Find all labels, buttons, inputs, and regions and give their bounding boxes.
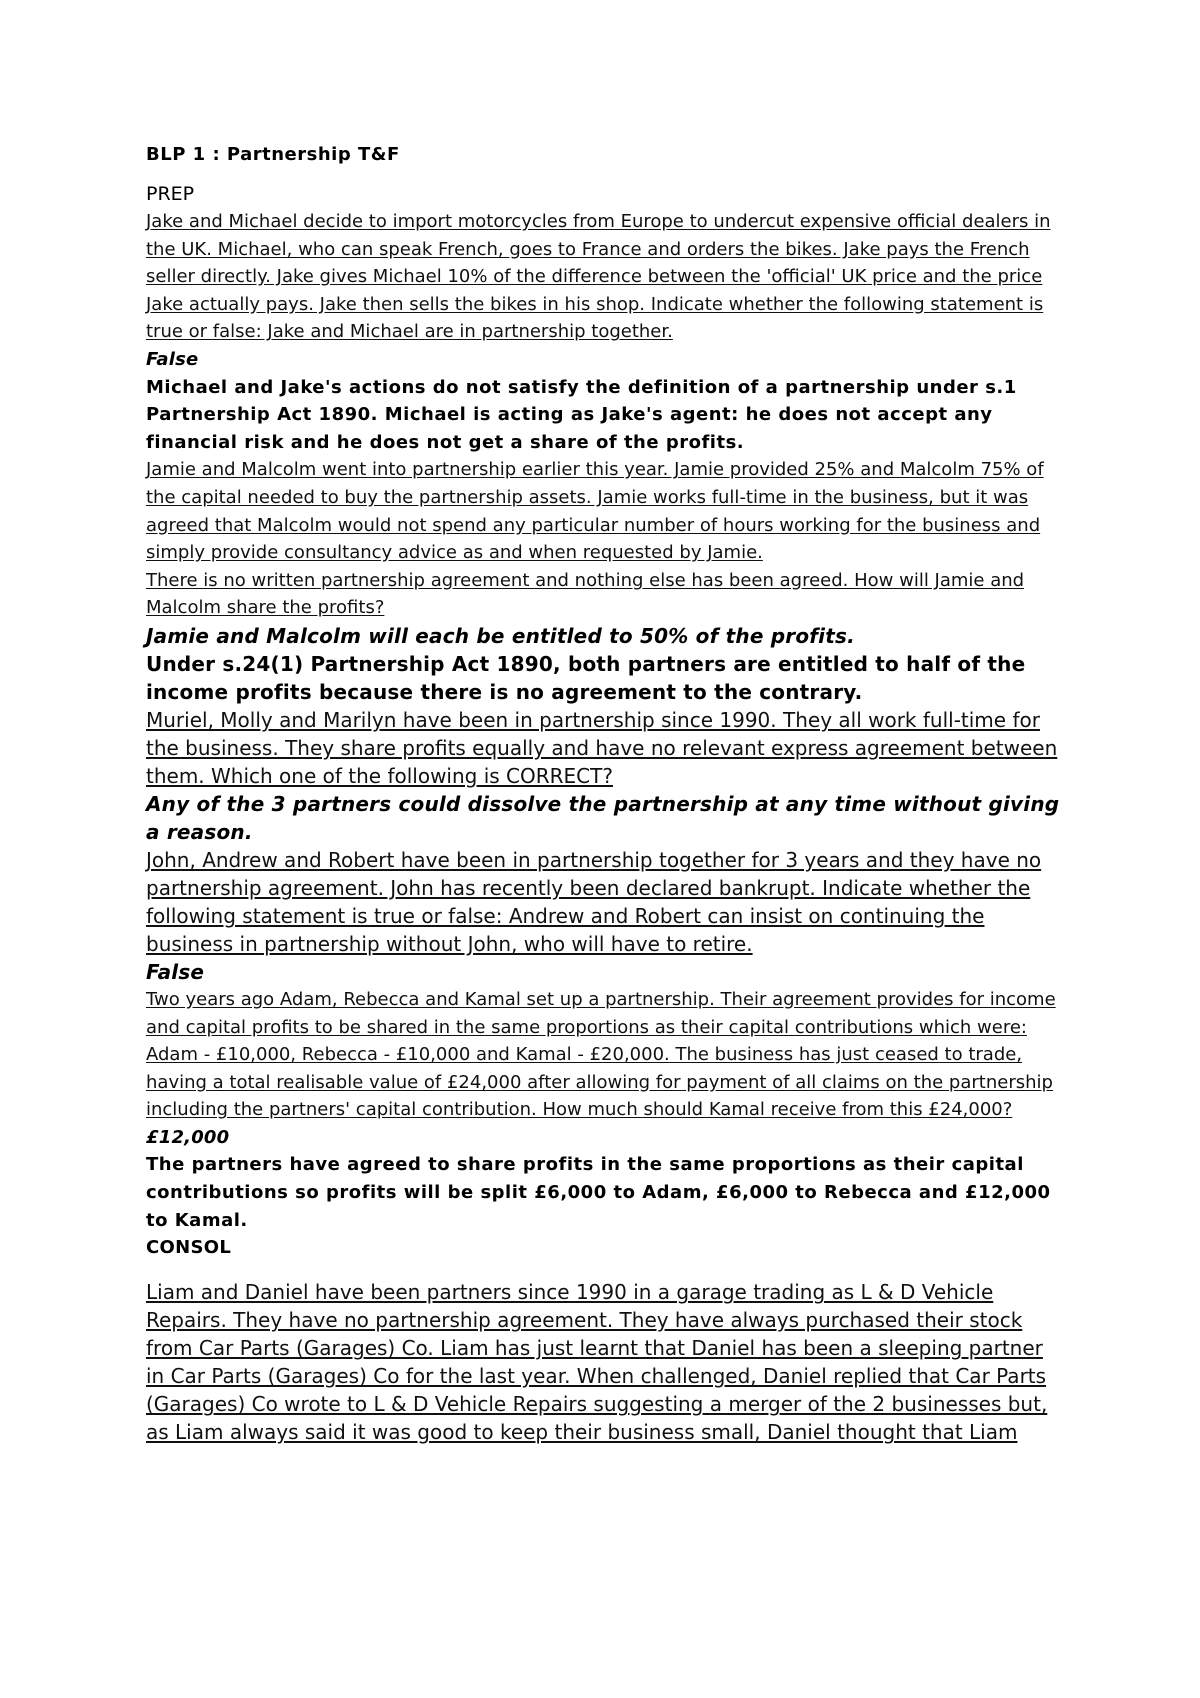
explanation-text: Michael and Jake's actions do not satisfy the definition of a partnership under s.1 Partnership Act 1890. Michael is acting as Jake's agent: he does not accept any financial risk and he does not get a share of the profits.	[146, 376, 1017, 453]
answer-text: £12,000	[146, 1126, 230, 1148]
question-text: John, Andrew and Robert have been in partnership together for 3 years and they have no partnership agreement. John has recently been declared bankrupt. Indicate whether the following statement is true or false: Andrew and Robert can insist on continuing the business in partnership without John, who will have to retire.	[146, 847, 1042, 956]
question-text: Liam and Daniel have been partners since 1990 in a garage trading as L & D Vehicle Repairs. They have no partnership agreement. They have always purchased their stock from Car Parts (Garages) Co. Liam has just learnt that Daniel has been a sleeping partner in Car Parts (Garages) Co for the last year. When challenged, Daniel replied that Car Parts (Garages) Co wrote to L & D Vehicle Repairs suggesting a merger of the 2 businesses but, as Liam always said it was good to keep their business small, Daniel thought that Liam	[146, 1280, 1048, 1445]
document-content	[146, 142, 1066, 1446]
section-heading-prep: PREP	[146, 183, 195, 205]
question-text: Muriel, Molly and Marilyn have been in partnership since 1990. They all work full-time for the business. They share profits equally and have no relevant express agreement between them. Which one of the following is CORRECT?	[146, 707, 1058, 788]
question-text: Two years ago Adam, Rebecca and Kamal set up a partnership. Their agreement provides for income and capital profits to be shared in the same proportions as their capital contributions which were: Adam - £10,000, Rebecca - £10,000 and Kamal - £20,000. The business has just ceased to trade, having a total realisable value of £24,000 after allowing for payment of all claims on the partnership including the partners' capital contribution. How much should Kamal receive from this £24,000?	[146, 988, 1056, 1121]
question-text: Jake and Michael decide to import motorcycles from Europe to undercut expensive official dealers in the UK. Michael, who can speak French, goes to France and orders the bikes. Jake pays the French seller directly. Jake gives Michael 10% of the difference between the 'official' UK price and the price Jake actually pays. Jake then sells the bikes in his shop. Indicate whether the following statement is true or false: Jake and Michael are in partnership together.	[146, 211, 1051, 343]
explanation-text: Under s.24(1) Partnership Act 1890, both partners are entitled to half of the income profits because there is no agreement to the contrary.	[146, 651, 1026, 704]
answer-text: Any of the 3 partners could dissolve the partnership at any time without giving a reason.	[146, 791, 1060, 844]
document-title: BLP 1 : Partnership T&F	[146, 144, 400, 165]
explanation-text: The partners have agreed to share profits in the same proportions as their capital contributions so profits will be split £6,000 to Adam, £6,000 to Rebecca and £12,000 to Kamal.	[146, 1154, 1051, 1231]
answer-text: Jamie and Malcolm will each be entitled to 50% of the profits.	[146, 623, 855, 648]
question-text: Jamie and Malcolm went into partnership earlier this year. Jamie provided 25% and Malcolm 75% of the capital needed to buy the partnership assets. Jamie works full-time in the business, but it was agreed that Malcolm would not spend any particular number of hours working for the business and simply provide consultancy advice as and when requested by Jamie.	[146, 459, 1044, 564]
section-heading-consol: CONSOL	[146, 1237, 232, 1259]
answer-text: False	[146, 959, 205, 984]
question-text-continued: There is no written partnership agreement and nothing else has been agreed. How will Jamie and Malcolm share the profits?	[146, 569, 1025, 619]
answer-text: False	[146, 348, 199, 370]
spacer	[146, 1262, 1066, 1278]
